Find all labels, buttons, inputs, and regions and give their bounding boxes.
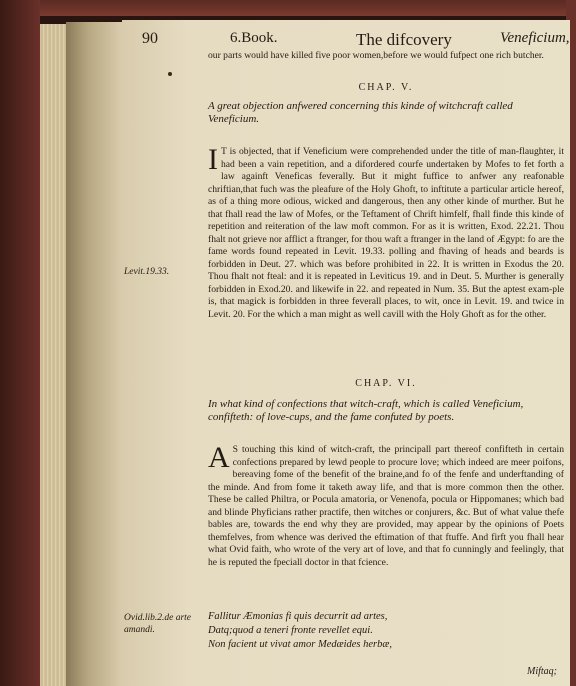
page-number: 90: [142, 30, 158, 47]
running-header: [142, 30, 570, 52]
running-head: Veneficium,: [500, 30, 570, 46]
chapter-6-title: In what kind of confections that witch-craft, which is called Veneficium, confifteth: of love-cups, and the fame confuted by poets.: [208, 398, 524, 423]
book-cover-top: [0, 0, 576, 16]
chapter-5-title: A great objection anfwered concerning this kinde of witchcraft called Veneficium.: [208, 100, 513, 125]
chapter-6-heading: CHAP. VI.: [355, 378, 417, 389]
binding-gutter: [66, 22, 122, 686]
chapter-5-text: T is objected, that if Veneficium were comprehended under the title of man-flaughter, it had been a vain repetition, and a difordered courfe undertaken by Mofes to fet forth a law againft Veneficas feverally. But it might fuffice to anfwer any reafonable chriftian,that fuch was the pleafure of the Holy Ghoft, to inftitute a particular article hereof, as of a thing more odious, wicked and dangerous, then any other kinde of murther. But he that fhall read the law of Mofes, or the Teftament of Chrift himfelf, fhall finde this kinde of repetition and reiteration of the law moft common. For as it is written, Exod. 22.21. Thou fhalt not grieve nor afflict a ftranger, for thou waft a ftranger in the land of Ægypt: fo are the fame words found repeated in Levit. 19.33. polling and fhaving of heads and beards is forbidden in Deut. 27. which was before prohibited in 22. It is written in Exodus the 20. Thou fhalt not fteal: and it is repeated in Leviticus 19. and in Deut. 5. Murther is generally forbidden in Exod.20. and likewife in 22. and repeated in Num. 35. But the aptest exam-ple is, that magick is forbidden in three feverall places, to wit, once in Levit. 19. and twice in Levit. 20. For the which a man might as well cavill with the Holy Ghoft as for the other.: [208, 146, 564, 320]
book-cover-left: [0, 0, 40, 686]
page-ornament: [168, 72, 172, 76]
book-label: 6.Book.: [230, 30, 278, 46]
continuation-text: our parts would have killed five poor women,before we would fufpect one rich butcher.: [208, 50, 544, 61]
margin-note-levit: Levit.19.33.: [124, 267, 170, 277]
drop-cap: A: [208, 441, 230, 474]
latin-verse: [208, 610, 564, 652]
verse-line: Fallitur Æmonias fi quis decurrit ad artes,: [208, 611, 388, 622]
page-edges: [40, 24, 66, 686]
header-title: The difcovery: [356, 30, 452, 49]
book-page: [122, 20, 570, 686]
verse-line: Non facient ut vivat amor Medæides herbæ,: [208, 639, 393, 650]
catchword: Miftaq;: [527, 666, 557, 677]
drop-cap: I: [208, 143, 218, 176]
margin-note-ovid: Ovid.lib.2.de arte amandi.: [124, 613, 192, 635]
chapter-6-body: [208, 441, 564, 569]
verse-line: Datq;quod a teneri fronte revellet equi.: [208, 625, 373, 636]
chapter-6-text: S touching this kind of witch-craft, the principall part thereof confifteth in certain confections prepared by lewd people to procure love; which indeed are meer poifons, bereaving fome of the benefit of the braine,and fo of the fenfe and underftanding of the minde. And from fome it taketh away life, and that is more common then the other. These be called Philtra, or Pocula amatoria, or Venenofa, pocula or Hippomanes; which bad and blinde Phyficians rather practife, then witches or conjurers, &c. But of what value thefe bables are, towards the end why they are provided, may appear by the opinions of Poets themfelves, from whence was derived the eftimation of that ftuffe. And firft you fhall hear what Ovid faith, who wrote of the very art of love, and that fo cunningly and feelingly, that he is reputed the fpeciall doctor in that fcience.: [208, 444, 564, 568]
chapter-5-heading: CHAP. V.: [358, 82, 414, 93]
chapter-5-body: [208, 143, 564, 321]
